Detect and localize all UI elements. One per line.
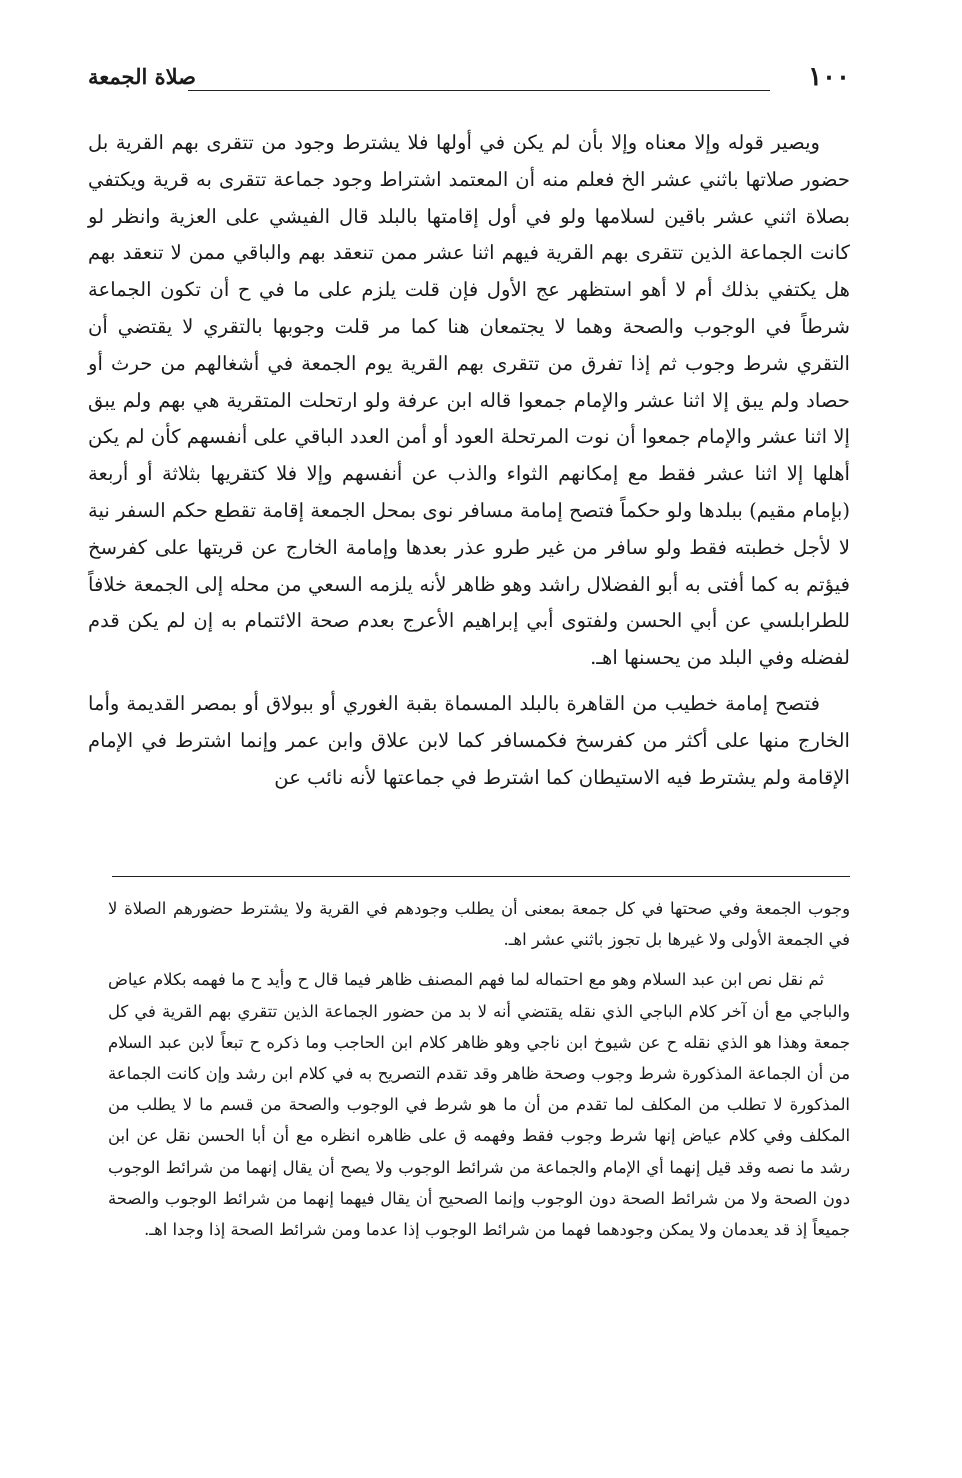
page-number: ١٠٠ <box>808 62 850 92</box>
footnotes <box>108 893 850 1245</box>
page-header <box>88 62 850 102</box>
header-rule <box>188 90 770 91</box>
main-text <box>88 125 850 796</box>
main-paragraph: ويصير قوله وإلا معناه وإلا بأن لم يكن في أولها فلا يشترط وجود من تتقرى بهم القرية بل حضور صلاتها باثني عشر الخ فعلم منه أن المعتمد اشتراط وجود جماعة تتقرى به قرية ويكتفي بصلاة اثني عشر باقين لسلامها ولو في أول إقامتها بالبلد قال الفيشي على العزية وانظر لو كانت الجماعة الذين تتقرى بهم القرية فيهم اثنا عشر ممن تنعقد بهم والباقي ممن لا تنعقد بهم هل يكتفي بذلك أم لا أهو استظهر عج الأول فإن قلت يلزم على ما في ح أن تكون الجماعة شرطاً في الوجوب والصحة وهما لا يجتمعان هنا كما مر قلت وجوبها بالتقري لا يقتضي أن التقري شرط وجوب ثم إذا تفرق من تتقرى بهم القرية يوم الجمعة في أشغالهم من حرث أو حصاد ولم يبق إلا اثنا عشر والإمام جمعوا قاله ابن عرفة ولو ارتحلت المتقرية هي بهم ولم يبق إلا اثنا عشر والإمام جمعوا أن نوت المرتحلة العود أو أمن العدد الباقي على أنفسهم كأن لم يكن أهلها إلا اثنا عشر فقط مع إمكانهم الثواء والذب عن أنفسهم وإلا فلا كتقريها بثلاثة أو أربعة (بإمام مقيم) ببلدها ولو حكماً فتصح إمامة مسافر نوى بمحل الجمعة إقامة تقطع حكم السفر نية لا لأجل خطبته فقط ولو سافر من غير طرو عذر بعدها وإمامة الخارج عن قريتها على كفرسخ فيؤتم به كما أفتى به أبو الفضلال راشد وهو ظاهر لأنه يلزمه السعي من محله إلى الجمعة خلافاً للطرابلسي عن أبي الحسن ولفتوى أبي إبراهيم الأعرج بعدم صحة الائتمام به إن لم يكن قدم لفضله وفي البلد من يحسنها اهـ. <box>88 131 850 670</box>
main-paragraph: فتصح إمامة خطيب من القاهرة بالبلد المسماة بقبة الغوري أو ببولاق أو بمصر القديمة وأما الخارج منها على أكثر من كفرسخ فكمسافر كما لابن علاق وابن عمر وإنما اشترط في الإمام الإقامة ولم يشترط فيه الاستيطان كما اشترط في جماعتها لأنه نائب عن <box>88 691 850 789</box>
footnote-separator <box>112 876 850 877</box>
footnote-paragraph: وجوب الجمعة وفي صحتها في كل جمعة بمعنى أن يطلب وجودهم في القرية ولا يشترط حضورهم الصلاة لا في الجمعة الأولى ولا غيرها بل تجوز باثني عشر اهـ. <box>108 899 850 950</box>
footnote-paragraph: ثم نقل نص ابن عبد السلام وهو مع احتماله لما فهم المصنف ظاهر فيما قال ح وأيد ح ما فهمه بكلام عياض والباجي مع أن آخر كلام الباجي الذي نقله يقتضي أنه لا بد من حضور الجماعة الذين تتقري بهم القرية في كل جمعة وهذا هو الذي نقله ح عن شيوخ ابن ناجي وهو ظاهر كلام ابن الحاجب وما ذكره ح تبعاً لابن عبد السلام من أن الجماعة المذكورة شرط وجوب وصحة ظاهر وقد تقدم التصريح به في كلام ابن رشد وإن كانت الجماعة المذكورة لا تطلب من المكلف لما تقدم من أن ما هو شرط في الوجوب والصحة من قسم ما لا يطلب من المكلف وفي كلام عياض إنها شرط وجوب فقط وفهمه ق على ظاهره انظره مع أن أبا الحسن نقل عن ابن رشد ما نصه وقد قيل إنهما أي الإمام والجماعة من شرائط الوجوب ولا يصح أن يقال إنهما من شرائط الوجوب دون الصحة ولا من شرائط الصحة دون الوجوب وإنما الصحيح أن يقال فيهما إنهما من شرائط الوجوب والصحة جميعاً إذ قد يعدمان ولا يمكن وجودهما فهما من شرائط الوجوب إذا عدما ومن شرائط الصحة إذا وجدا اهـ. <box>108 970 850 1240</box>
running-title: صلاة الجمعة <box>88 64 196 89</box>
